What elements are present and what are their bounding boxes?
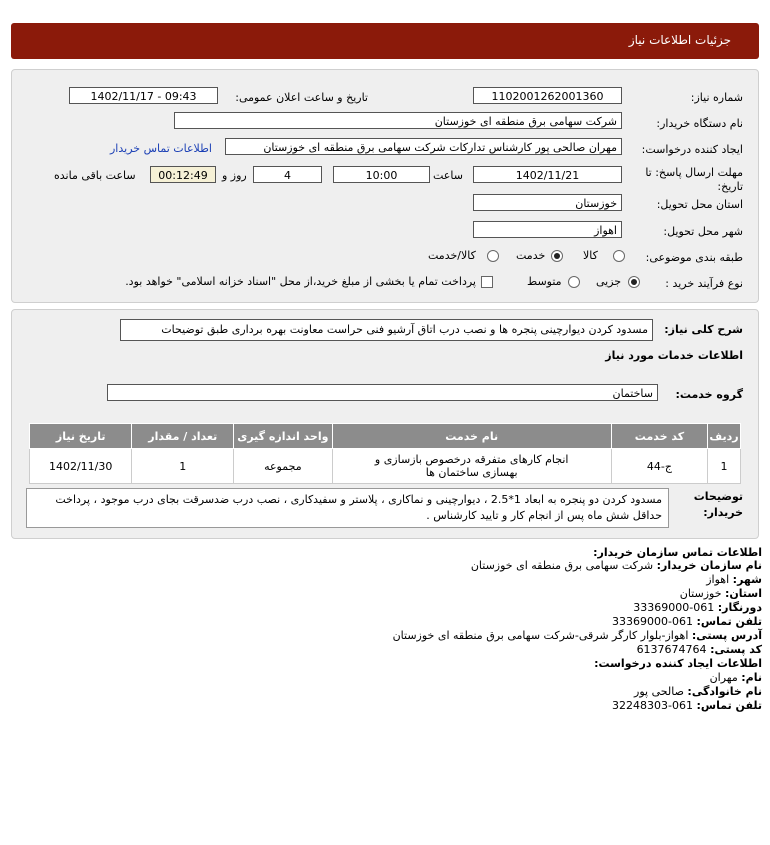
col-name: نام خدمت — [332, 424, 611, 449]
table-header-row — [30, 424, 741, 449]
process-option-minor: جزیی — [596, 275, 622, 288]
col-code: کد خدمت — [611, 424, 707, 449]
buyer-notes-label-line1: توضیحات — [693, 490, 743, 503]
need-number-label: شماره نیاز: — [690, 91, 743, 104]
request-info-panel — [11, 69, 759, 303]
announce-field[interactable]: 1402/11/17 - 09:43 — [69, 87, 218, 104]
remaining-label: ساعت باقی مانده — [54, 169, 136, 182]
remaining-timer: 00:12:49 — [150, 166, 216, 183]
category-label: طبقه بندی موضوعی: — [645, 251, 743, 264]
page-title: جزئیات اطلاعات نیاز — [628, 33, 731, 47]
creator-field[interactable]: مهران صالحی پور کارشناس تدارکات شرکت سهامی برق منطقه ای خوزستان — [225, 138, 622, 155]
category-option-service: خدمت — [516, 249, 546, 262]
summary-field[interactable]: مسدود کردن دیوارچینی پنجره ها و نصب درب اتاق آرشیو فنی حراست معاونت بهره برداری طبق توضیحات — [120, 319, 653, 341]
category-radio-goods-service[interactable] — [487, 250, 499, 262]
process-radio-medium[interactable] — [568, 276, 580, 288]
process-radio-minor[interactable] — [628, 276, 640, 288]
category-radio-goods[interactable] — [613, 250, 625, 262]
province-label: استان محل تحویل: — [656, 198, 743, 211]
contact-last-name: نام خانوادگی: صالحی پور — [634, 685, 762, 698]
city-label: شهر محل تحویل: — [663, 225, 743, 238]
cell-date: 1402/11/30 — [30, 449, 132, 484]
summary-label: شرح کلی نیاز: — [664, 323, 743, 336]
col-row: ردیف — [708, 424, 741, 449]
treasury-text: پرداخت تمام یا بخشی از مبلغ خرید،از محل "اسناد خزانه اسلامی" خواهد بود. — [125, 275, 476, 288]
deadline-time-field[interactable]: 10:00 — [333, 166, 430, 183]
contact-creator-phone: تلفن تماس: 061-32248303 — [612, 699, 762, 712]
creator-label: ایجاد کننده درخواست: — [641, 143, 743, 156]
deadline-label-line1: مهلت ارسال پاسخ: تا — [645, 166, 743, 179]
buyer-org-label: نام دستگاه خریدار: — [656, 117, 743, 130]
contact-city: شهر: اهواز — [706, 573, 762, 586]
category-option-goods: کالا — [583, 249, 598, 262]
contact-address: آدرس پستی: اهواز-بلوار کارگر شرقی-شرکت سهامی برق منطقه ای خوزستان — [392, 629, 762, 642]
time-label: ساعت — [433, 169, 463, 182]
process-label: نوع فرآیند خرید : — [665, 277, 743, 290]
buyer-notes-field[interactable]: مسدود کردن دو پنجره به ابعاد 1*2.5 ، دیوارچینی و نماکاری ، پلاستر و سفیدکاری ، نصب درب ضدسرقت بجای درب موجود ، پرداخت حداقل شش ماه پس از انجام کار و تایید کارشناس . — [26, 488, 669, 528]
treasury-checkbox[interactable] — [481, 276, 493, 288]
days-field[interactable]: 4 — [253, 166, 322, 183]
need-number-field[interactable]: 1102001262001360 — [473, 87, 622, 104]
contact-phone: تلفن تماس: 061-33369000 — [612, 615, 762, 628]
contact-org-title: اطلاعات تماس سازمان خریدار: — [593, 546, 762, 559]
contact-first-name: نام: مهران — [709, 671, 762, 684]
days-label: روز و — [222, 169, 247, 182]
col-unit: واحد اندازه گیری — [234, 424, 332, 449]
table-row — [30, 449, 741, 484]
category-radio-service[interactable] — [551, 250, 563, 262]
buyer-contact-link[interactable]: اطلاعات تماس خریدار — [110, 142, 212, 155]
services-title: اطلاعات خدمات مورد نیاز — [605, 349, 743, 362]
contact-postal: کد پستی: 6137674764 — [636, 643, 762, 656]
service-group-field[interactable]: ساختمان — [107, 384, 658, 401]
announce-label: تاریخ و ساعت اعلان عمومی: — [235, 91, 368, 104]
province-field[interactable]: خوزستان — [473, 194, 622, 211]
buyer-org-field[interactable]: شرکت سهامی برق منطقه ای خوزستان — [174, 112, 622, 129]
cell-name: انجام کارهای متفرقه درخصوص بازسازی و بهسازی ساختمان ها — [332, 449, 611, 484]
cell-code: ج-44 — [611, 449, 707, 484]
contact-fax: دورنگار: 061-33369000 — [633, 601, 762, 614]
cell-row: 1 — [708, 449, 741, 484]
contact-creator-title: اطلاعات ایجاد کننده درخواست: — [594, 657, 762, 670]
buyer-notes-label-line2: خریدار: — [703, 506, 743, 519]
category-option-goods-service: کالا/خدمت — [428, 249, 476, 262]
city-field[interactable]: اهواز — [473, 221, 622, 238]
contact-province: استان: خوزستان — [679, 587, 762, 600]
contact-buyer-name: نام سازمان خریدار: شرکت سهامی برق منطقه ای خوزستان — [470, 559, 762, 572]
services-table — [29, 423, 741, 484]
deadline-date-field[interactable]: 1402/11/21 — [473, 166, 622, 183]
service-group-label: گروه خدمت: — [675, 388, 743, 401]
col-qty: تعداد / مقدار — [132, 424, 234, 449]
cell-qty: 1 — [132, 449, 234, 484]
deadline-label-line2: تاریخ: — [717, 180, 743, 193]
cell-unit: مجموعه — [234, 449, 332, 484]
col-date: تاریخ نیاز — [30, 424, 132, 449]
page-header — [11, 23, 759, 59]
process-option-medium: متوسط — [527, 275, 562, 288]
